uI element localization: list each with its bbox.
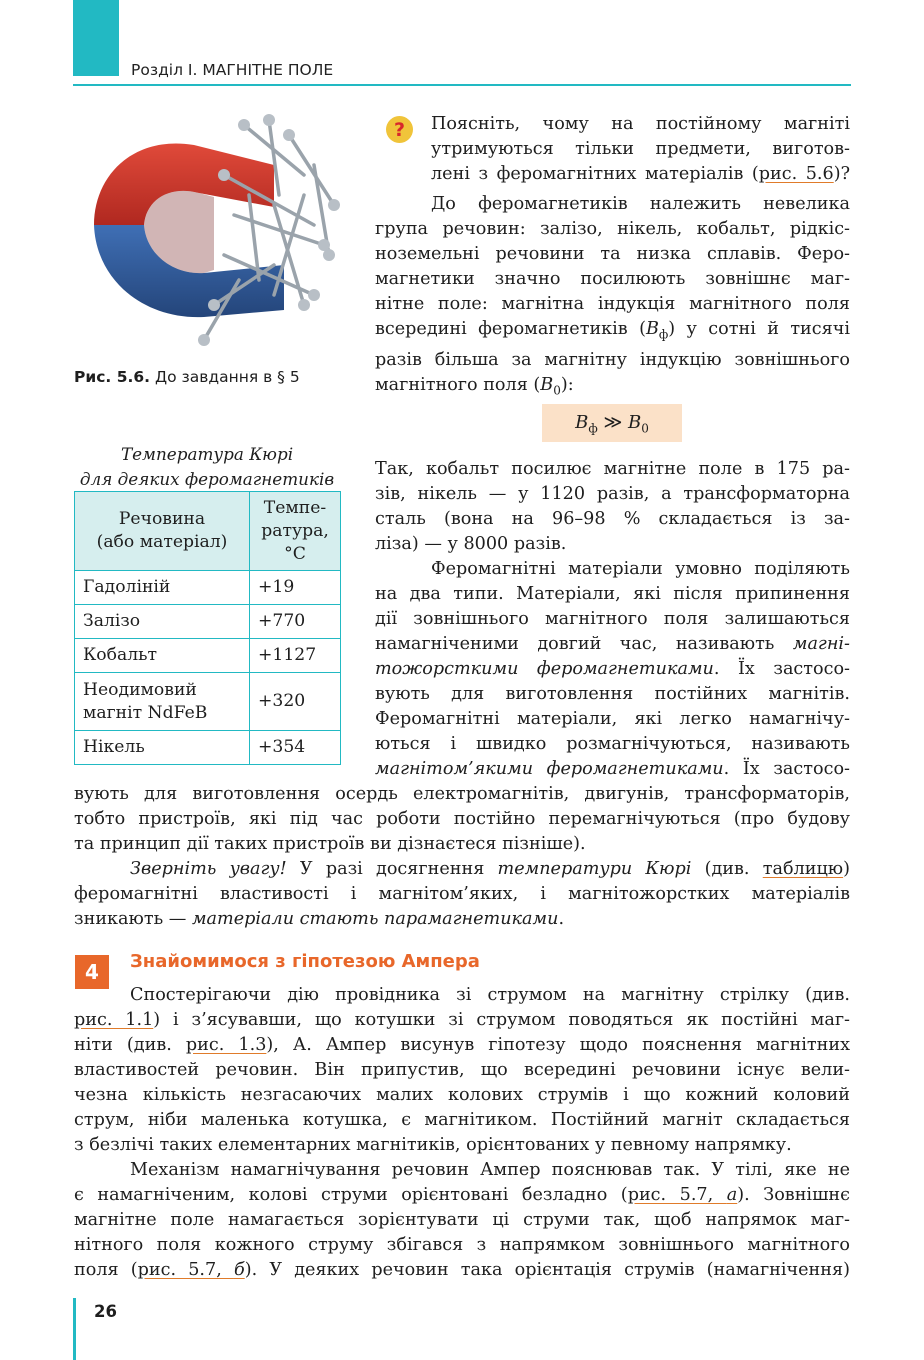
question-line: Поясніть, чому на постійному магніті xyxy=(431,114,850,134)
text-line: зникають — матеріали стають парамагнетиками. xyxy=(74,909,565,929)
formula: $B_ф$ ≫ $B_0$ xyxy=(575,412,649,436)
figure-link[interactable]: рис. 1.1 xyxy=(74,1010,154,1030)
figure-link[interactable]: рис. 5.6 xyxy=(758,164,834,184)
text-line: всередині феромагнетиків $(B_ф)$ у сотні й тисячі xyxy=(375,319,850,342)
figure-caption-label: Рис. 5.6. xyxy=(74,368,151,386)
section-number-badge: 4 xyxy=(75,955,109,989)
text-line: нітного поля кожного струму збігався з напрямком зовнішнього магнітного xyxy=(74,1235,850,1255)
ferromagnet-examples-paragraph xyxy=(375,457,850,557)
question-paragraph xyxy=(431,112,850,187)
text-line: Спостерігаючи дію провідника зі струмом на магнітну стрілку (див. xyxy=(130,985,850,1005)
table-row xyxy=(75,571,341,605)
table-cell-temperature: +1127 xyxy=(250,639,341,673)
text-line: вують для виготовлення осердь електромагнітів, двигунів, трансформаторів, xyxy=(74,784,850,804)
text-line: вують для виготовлення постійних магнітів. xyxy=(375,684,850,704)
text-line: Феромагнітні матеріали, які легко намагнічу- xyxy=(375,709,850,729)
table-row xyxy=(75,639,341,673)
curie-temperature-table xyxy=(74,491,341,765)
text-line: група речовин: залізо, нікель, кобальт, рідкіс- xyxy=(375,219,850,239)
table-cell-temperature: +354 xyxy=(250,731,341,765)
table-cell-temperature: +770 xyxy=(250,605,341,639)
text-line: ніти (див. рис. 1.3), А. Ампер висунув гіпотезу щодо пояснення магнітних xyxy=(74,1035,850,1055)
table-cell-temperature: +19 xyxy=(250,571,341,605)
ferromagnet-types-continued xyxy=(74,782,850,857)
table-header-temperature: Темпе- ратура, °C xyxy=(250,492,341,571)
figure-link[interactable]: рис. 5.7, а xyxy=(627,1185,738,1205)
ferromagnet-types-paragraph xyxy=(375,557,850,782)
question-line: лені з феромагнітних матеріалів (рис. 5.6)? xyxy=(431,164,850,184)
chapter-header: Розділ І. МАГНІТНЕ ПОЛЕ xyxy=(131,61,334,79)
text-line: разів більша за магнітну індукцію зовнішнього xyxy=(375,349,850,370)
text-line: є намагніченим, колові струми орієнтовані безладно (рис. 5.7, а). Зовнішнє xyxy=(74,1185,850,1205)
text-line: тобто пристроїв, які під час роботи постійно перемагнічуються (про будову xyxy=(74,809,850,829)
magnetization-mechanism-paragraph xyxy=(74,1158,850,1283)
table-cell-substance: Кобальт xyxy=(75,639,250,673)
text-line: струм, ніби маленька котушка, є магнітиком. Постійний магніт складається xyxy=(74,1110,850,1130)
table-cell-temperature: +320 xyxy=(250,673,341,731)
text-line: магнітне поле намагається зорієнтувати ці струми так, щоб напрямок маг- xyxy=(74,1210,850,1230)
figure-link[interactable]: рис. 5.7, б xyxy=(137,1260,245,1280)
text-line: намагніченими довгий час, називають магні- xyxy=(375,634,850,654)
table-cell-substance: Неодимовий магніт NdFeB xyxy=(75,673,250,731)
text-line: Механізм намагнічування речовин Ампер пояснював так. У тілі, яке не xyxy=(130,1160,850,1180)
figure-caption-text: До завдання в § 5 xyxy=(150,368,300,386)
text-line: ються і швидко розмагнічуються, називають xyxy=(375,734,850,754)
text-line: Так, кобальт посилює магнітне поле в 175 ра- xyxy=(375,459,850,479)
section-title: Знайомимося з гіпотезою Ампера xyxy=(130,951,480,972)
table-title-line: для деяких феромагнетиків xyxy=(79,469,335,489)
ampere-hypothesis-paragraph xyxy=(74,983,850,1158)
table-cell-substance: Нікель xyxy=(75,731,250,765)
header-accent-block xyxy=(73,0,119,76)
text-line: магнетики значно посилюють зовнішнє маг- xyxy=(375,269,850,289)
text-line: з безлічі таких елементарних магнітиків, орієнтованих у певному напрямку. xyxy=(74,1135,792,1155)
text-line: магнітного поля $(B_0)$: xyxy=(375,374,574,398)
question-icon: ? xyxy=(386,116,413,143)
text-line: нітне поле: магнітна індукція магнітного поля xyxy=(375,294,850,314)
text-line: зів, нікель — у 1120 разів, а трансформаторна xyxy=(375,484,850,504)
text-line: тожорсткими феромагнетиками. Їх застосо- xyxy=(375,659,851,679)
table-cell-substance: Гадоліній xyxy=(75,571,250,605)
page-number: 26 xyxy=(94,1302,117,1321)
table-row xyxy=(75,673,341,731)
table-cell-substance: Залізо xyxy=(75,605,250,639)
text-line: ліза) — у 8000 разів. xyxy=(375,534,567,554)
table-title xyxy=(74,442,340,492)
ferromagnet-intro-paragraph xyxy=(375,192,850,403)
text-line: чезна кількість незгасаючих малих колових струмів і що кожний коловий xyxy=(74,1085,850,1105)
text-line: поля (рис. 5.7, б). У деяких речовин така орієнтація струмів (намагнічення) xyxy=(74,1260,850,1280)
text-line: ноземельні речовини та низка сплавів. Феро- xyxy=(375,244,850,264)
text-line: магнітом’якими феромагнетиками. Їх застосо- xyxy=(375,759,850,779)
text-line: рис. 1.1) і з’ясувавши, що котушки зі струмом поводяться як постійні маг- xyxy=(74,1010,850,1030)
magnet-with-nails-image xyxy=(74,105,354,355)
figure-caption xyxy=(74,368,300,386)
table-title-line: Температура Кюрі xyxy=(120,444,294,464)
text-line: До феромагнетиків належить невелика xyxy=(431,194,850,214)
text-line: Феромагнітні матеріали умовно поділяють xyxy=(431,559,850,579)
formula-box xyxy=(542,404,682,442)
table-header-row xyxy=(75,492,341,571)
text-line: на два типи. Матеріали, які після припинення xyxy=(375,584,850,604)
table-row xyxy=(75,731,341,765)
text-line: феромагнітні властивості і магнітом’яких, і магнітожорстких матеріалів xyxy=(74,884,850,904)
text-line: властивостей речовин. Він припустив, що всередині речовини існує вели- xyxy=(74,1060,850,1080)
table-row xyxy=(75,605,341,639)
curie-note-paragraph xyxy=(74,857,850,932)
text-line: дії зовнішнього магнітного поля залишаються xyxy=(375,609,850,629)
text-line: сталь (вона на 96–98 % складається із за- xyxy=(375,509,850,529)
question-line: утримуються тільки предмети, виготов- xyxy=(431,139,850,159)
text-line: та принцип дії таких пристроїв ви дізнаєтеся пізніше). xyxy=(74,834,586,854)
figure-link[interactable]: рис. 1.3 xyxy=(185,1035,267,1055)
text-line: Зверніть увагу! У разі досягнення температури Кюрі (див. таблицю) xyxy=(130,859,850,879)
header-rule xyxy=(73,84,851,86)
page-number-bar xyxy=(73,1298,76,1360)
table-link[interactable]: таблицю xyxy=(762,859,844,879)
table-header-substance: Речовина (або матеріал) xyxy=(75,492,250,571)
